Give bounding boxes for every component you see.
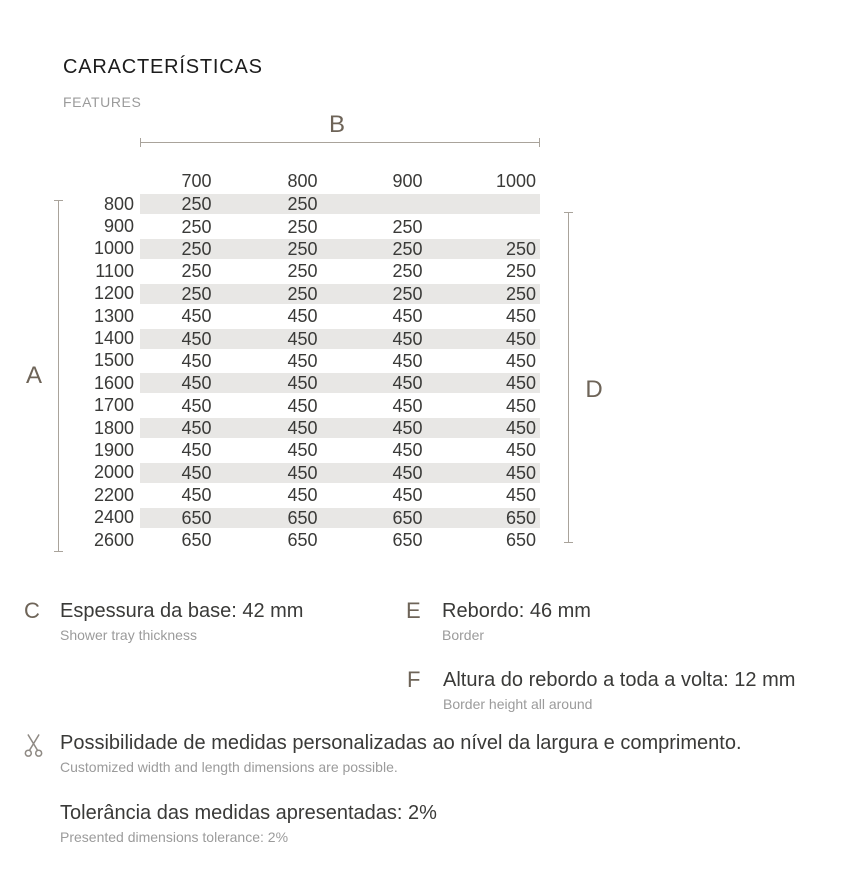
table-cell: 450 (287, 462, 318, 483)
table-cell: 250 (392, 238, 423, 259)
table-cell: 250 (505, 283, 536, 304)
table-cell: 250 (392, 216, 423, 237)
row-label: 2600 (93, 529, 134, 550)
table-row (0, 238, 540, 260)
table-cell: 450 (392, 418, 423, 439)
table-row (0, 327, 540, 349)
table-cell: 450 (505, 485, 536, 506)
row-values (140, 329, 540, 349)
spec-f-subtext: Border height all around (443, 696, 593, 712)
table-row (0, 350, 540, 372)
row-label: 1800 (93, 417, 134, 438)
table-body (0, 193, 540, 551)
row-label: 2400 (93, 507, 134, 528)
spec-f-letter: F (407, 667, 421, 692)
table-cell: 250 (287, 261, 318, 282)
table-row (0, 193, 540, 215)
table-row (0, 439, 540, 461)
table-cell: 450 (287, 373, 318, 394)
column-header: 900 (392, 171, 423, 191)
table-cell: 450 (392, 373, 423, 394)
table-cell: 250 (181, 238, 212, 259)
table-cell: 450 (181, 462, 212, 483)
row-values (140, 217, 540, 237)
table-cell: 650 (181, 530, 212, 551)
spec-c (24, 599, 303, 645)
scissors-icon (22, 731, 60, 764)
row-values (140, 485, 540, 505)
table-cell: 650 (287, 530, 318, 551)
row-values (140, 261, 540, 281)
spec-c-letter: C (24, 598, 40, 623)
spec-e (406, 599, 591, 645)
dimension-d-line (568, 212, 569, 543)
table-cell: 650 (181, 507, 212, 528)
row-label: 900 (103, 216, 134, 237)
table-cell: 250 (287, 216, 318, 237)
column-header: 1000 (495, 171, 536, 191)
table-cell: 450 (505, 462, 536, 483)
table-row (0, 215, 540, 237)
table-cell: 450 (505, 373, 536, 394)
table-cell: 250 (287, 194, 318, 215)
row-label: 1100 (95, 260, 134, 281)
row-label: 2200 (93, 484, 134, 505)
table-cell: 250 (287, 238, 318, 259)
row-label: 800 (103, 193, 134, 214)
column-header: 800 (287, 171, 318, 191)
spec-e-letter: E (406, 598, 421, 623)
spec-e-subtext: Border (442, 627, 485, 643)
row-label: 1600 (93, 372, 134, 393)
table-cell: 650 (392, 507, 423, 528)
table-cell (352, 194, 463, 214)
row-values (140, 351, 540, 371)
row-label: 2000 (93, 462, 134, 483)
table-header-row (0, 168, 540, 194)
table-cell: 450 (181, 440, 212, 461)
table-cell: 450 (505, 328, 536, 349)
table-cell: 250 (505, 238, 536, 259)
table-cell: 450 (505, 418, 536, 439)
table-row (0, 529, 540, 551)
dimension-d-label: D (585, 376, 603, 403)
table-cell: 450 (287, 418, 318, 439)
table-cell: 450 (181, 395, 212, 416)
table-cell: 250 (181, 283, 212, 304)
dimension-a-label: A (25, 362, 42, 389)
table-cell: 450 (505, 440, 536, 461)
table-cell: 250 (505, 261, 536, 282)
row-label: 1500 (93, 350, 134, 371)
table-row (0, 283, 540, 305)
spec-c-subtext: Shower tray thickness (60, 627, 197, 643)
page-subtitle: FEATURES (63, 94, 142, 110)
spec-e-text: Rebordo: 46 mm (442, 600, 591, 622)
table-cell: 450 (392, 440, 423, 461)
table-cell: 450 (287, 328, 318, 349)
row-values (140, 440, 540, 460)
table-cell: 450 (392, 395, 423, 416)
row-values (140, 508, 540, 528)
table-cell: 450 (505, 306, 536, 327)
custom-sizes-subtext: Customized width and length dimensions are possible. (60, 759, 398, 775)
table-row (0, 462, 540, 484)
custom-sizes-text: Possibilidade de medidas personalizadas ao nível da largura e comprimento. (60, 732, 742, 754)
row-values (140, 530, 540, 550)
table-cell: 450 (181, 373, 212, 394)
row-values (140, 396, 540, 416)
table-cell: 250 (287, 283, 318, 304)
table-row (0, 260, 540, 282)
column-header: 700 (181, 171, 212, 191)
table-cell: 450 (287, 485, 318, 506)
table-cell: 450 (287, 440, 318, 461)
table-cell: 450 (392, 485, 423, 506)
dimension-b-line (140, 142, 540, 143)
table-cell: 450 (392, 306, 423, 327)
row-label: 1200 (93, 283, 134, 304)
table-row (0, 372, 540, 394)
table-cell: 650 (287, 507, 318, 528)
row-values (140, 418, 540, 438)
row-values (140, 194, 540, 214)
row-label: 1700 (93, 395, 134, 416)
table-row (0, 417, 540, 439)
table-cell: 450 (181, 418, 212, 439)
table-cell: 650 (505, 530, 536, 551)
table-cell: 450 (181, 306, 212, 327)
table-cell: 450 (505, 395, 536, 416)
table-cell: 450 (287, 395, 318, 416)
table-row (0, 305, 540, 327)
table-row (0, 506, 540, 528)
table-cell: 450 (505, 350, 536, 371)
table-cell (463, 217, 540, 237)
table-cell: 250 (181, 216, 212, 237)
table-cell: 650 (505, 507, 536, 528)
table-cell: 450 (181, 485, 212, 506)
table-cell: 450 (181, 328, 212, 349)
table-cell: 450 (392, 328, 423, 349)
row-label: 1400 (93, 328, 134, 349)
spec-c-text: Espessura da base: 42 mm (60, 600, 304, 622)
table-cell: 650 (392, 530, 423, 551)
table-cell: 450 (287, 306, 318, 327)
tolerance-text: Tolerância das medidas apresentadas: 2% (60, 802, 437, 824)
table-cell (463, 194, 540, 214)
table-row (0, 395, 540, 417)
row-label: 1000 (93, 238, 134, 259)
spec-f-text: Altura do rebordo a toda a volta: 12 mm (443, 669, 796, 691)
row-values (140, 239, 540, 259)
spec-f (407, 668, 795, 714)
table-cell: 450 (392, 462, 423, 483)
custom-sizes-note (22, 731, 742, 777)
table-cell: 450 (181, 350, 212, 371)
row-label: 1900 (93, 439, 134, 460)
row-values (140, 306, 540, 326)
table-row (0, 484, 540, 506)
tolerance-note (60, 801, 437, 847)
table-cell: 450 (287, 350, 318, 371)
row-label: 1300 (93, 305, 134, 326)
table-cell: 450 (392, 350, 423, 371)
tolerance-subtext: Presented dimensions tolerance: 2% (60, 829, 289, 845)
page-title: CARACTERÍSTICAS (63, 56, 263, 78)
dimension-b-label: B (328, 111, 345, 138)
row-values (140, 284, 540, 304)
row-values (140, 373, 540, 393)
table-cell: 250 (392, 261, 423, 282)
table-cell: 250 (392, 283, 423, 304)
table-cell: 250 (181, 194, 212, 215)
row-values (140, 463, 540, 483)
table-cell: 250 (181, 261, 212, 282)
